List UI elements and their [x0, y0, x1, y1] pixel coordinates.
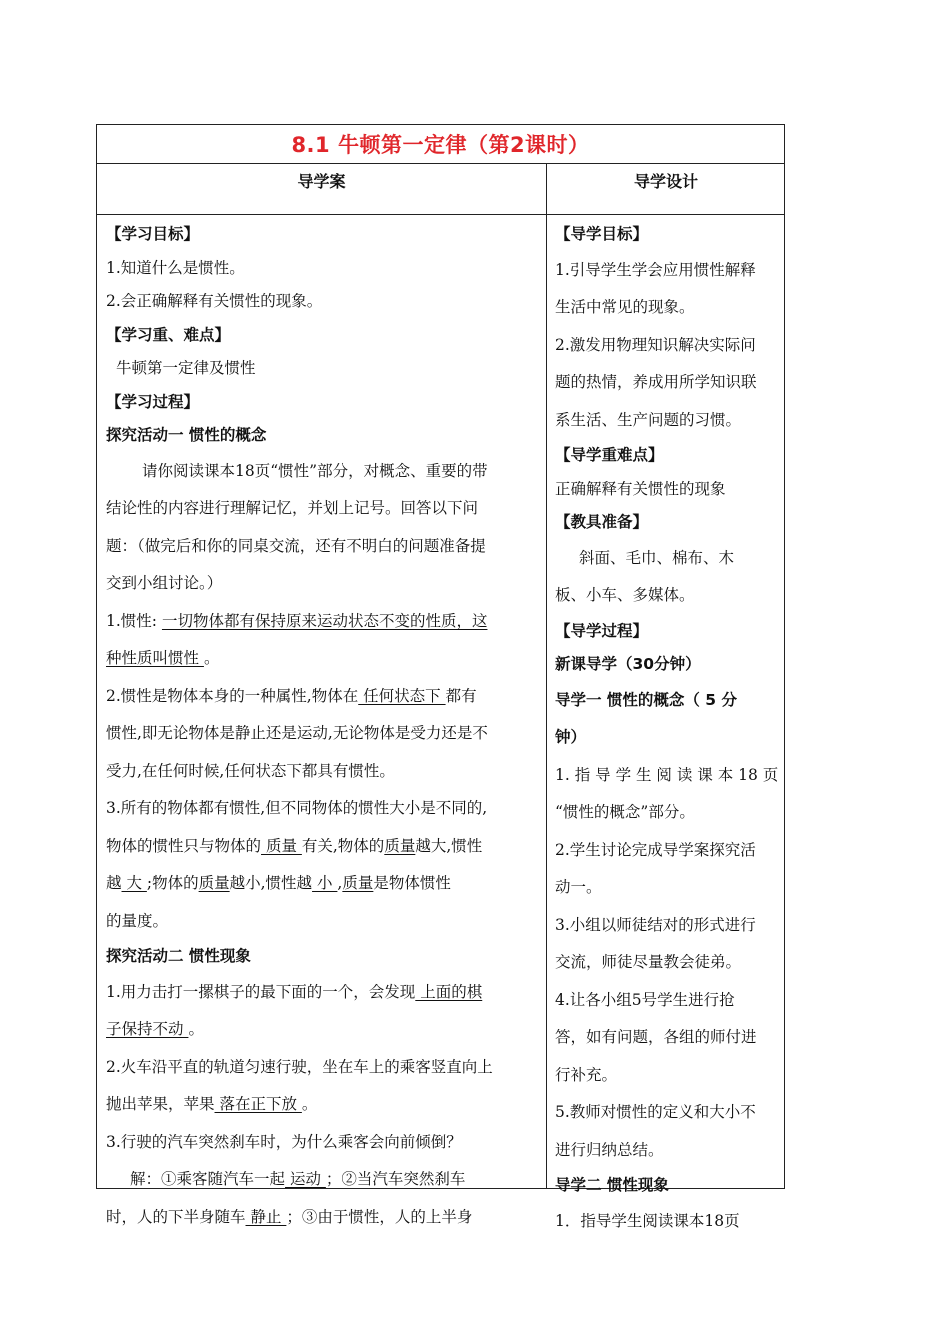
question-1-end: 。	[203, 649, 220, 667]
solution-answer-1: 运动	[285, 1170, 326, 1188]
solution-text: ；③由于惯性，人的上半身	[286, 1207, 473, 1226]
activity-1-text: 请你阅读课本18页“惯性”部分，对概念、重要的带	[142, 461, 488, 480]
solution-answer-2: 静止	[245, 1207, 287, 1226]
page-title: 8.1 牛顿第一定律（第2课时）	[291, 133, 590, 157]
question-1-label: 1.惯性:	[106, 611, 162, 630]
question-1-cont	[106, 640, 538, 678]
question-2-text-b: 都有	[445, 686, 477, 705]
teaching-process-heading: 【导学过程】	[555, 621, 649, 640]
lesson-table	[96, 124, 785, 1230]
guide-1-step-2-cont: 动一。	[555, 878, 602, 896]
activity-1-heading: 探究活动一 惯性的概念	[106, 426, 267, 444]
tools-list-cont: 板、小车、多媒体。	[555, 586, 695, 604]
phenomenon-2-text: 抛出苹果，苹果	[106, 1095, 215, 1113]
phenomenon-3: 3.行驶的汽车突然刹车时，为什么乘客会向前倾倒？	[106, 1132, 462, 1151]
guide-1-step-1-cont: “惯性的概念”部分。	[555, 803, 695, 821]
guide-1-heading: 导学一 惯性的概念（ 5 分	[555, 690, 737, 709]
q3-answer-3: 小	[312, 874, 338, 892]
teaching-key-text: 正确解释有关惯性的现象	[555, 479, 726, 498]
q3-text: 越	[106, 874, 122, 892]
guide-1-step-2: 2.学生讨论完成导学案探究活	[555, 840, 756, 859]
activity-2-heading: 探究活动二 惯性现象	[106, 947, 251, 965]
header-row	[97, 163, 784, 215]
solution-text: 解：①乘客随汽车一起	[130, 1170, 286, 1188]
question-2	[106, 678, 538, 716]
question-3-line4: 的量度。	[106, 911, 169, 930]
q3-text: ,	[337, 874, 343, 892]
phenomenon-1-answer: 上面的棋	[415, 982, 483, 1001]
phenomenon-1-answer-cont: 子保持不动	[106, 1020, 189, 1038]
q3-text: ;物体的	[146, 874, 199, 892]
header-left: 导学案	[297, 172, 346, 191]
guide-1-step-4-cont: 行补充。	[555, 1065, 618, 1084]
q3-mass-term: 质量	[342, 874, 374, 892]
q3-mass-term: 质量	[198, 874, 230, 892]
phenomenon-3-solution	[106, 1161, 538, 1199]
phenomenon-1-cont	[106, 1011, 538, 1049]
question-3-line3	[106, 865, 538, 903]
phenomenon-2-answer: 落在正下放	[214, 1095, 302, 1113]
guide-1-step-4-cont: 答，如有问题，各组的师付进	[555, 1028, 757, 1046]
process-heading: 【学习过程】	[106, 392, 200, 411]
phenomenon-1-text: 1.用力击打一摞棋子的最下面的一个，会发现	[106, 982, 416, 1001]
key-points-text: 牛顿第一定律及惯性	[116, 359, 256, 377]
phenomenon-2-cont	[106, 1086, 538, 1124]
goal-2: 2.会正确解释有关惯性的现象。	[106, 292, 323, 310]
question-3: 3.所有的物体都有惯性,但不同物体的惯性大小是不同的,	[106, 799, 488, 817]
q3-text: 有关,物体的	[301, 836, 385, 855]
q3-text: 物体的惯性只与物体的	[106, 836, 262, 855]
phenomenon-2-end: 。	[301, 1095, 318, 1113]
question-1-answer-cont: 种性质叫惯性	[106, 649, 204, 667]
guide-1-step-5-cont: 进行归纳总结。	[555, 1140, 664, 1159]
teaching-goal-1-cont: 生活中常见的现象。	[555, 298, 695, 316]
question-2-text: 2.惯性是物体本身的一种属性,物体在	[106, 686, 359, 705]
teaching-goals-heading: 【导学目标】	[555, 225, 649, 243]
guide-1-step-3-cont: 交流，师徒尽量教会徒弟。	[555, 953, 742, 971]
guide-1-step-5: 5.教师对惯性的定义和大小不	[555, 1103, 756, 1121]
teaching-goal-2: 2.激发用物理知识解决实际问	[555, 335, 756, 354]
header-right: 导学设计	[633, 172, 698, 191]
guide-2-heading: 导学二 惯性现象	[555, 1176, 669, 1194]
activity-1-text: 题：（做完后和你的同桌交流，还有不明白的问题准备提	[106, 536, 486, 555]
activity-1-text: 交到小组讨论。）	[106, 574, 223, 592]
tools-list: 斜面、毛巾、棉布、木	[579, 548, 735, 567]
solution-text: 时，人的下半身随车	[106, 1207, 246, 1226]
key-points-heading: 【学习重、难点】	[106, 325, 231, 344]
new-lesson-heading: 新课导学（30分钟）	[555, 655, 701, 673]
q3-text: 是物体惯性	[373, 874, 451, 892]
learning-goals-heading: 【学习目标】	[106, 225, 200, 243]
q3-mass-term: 质量	[384, 836, 416, 855]
phenomenon-3-solution-cont	[106, 1199, 538, 1237]
guide-2-step-1: 1．指导学生阅读课本18页	[555, 1211, 740, 1230]
teaching-goal-2-cont: 系生活、生产问题的习惯。	[555, 410, 742, 429]
question-2-cont: 受力,在任何时候,任何状态下都具有惯性。	[106, 761, 395, 780]
activity-1-text: 结论性的内容进行理解记忆，并划上记号。回答以下问	[106, 499, 479, 517]
question-1	[106, 603, 538, 641]
question-2-answer: 任何状态下	[358, 686, 446, 705]
solution-text: ；②当汽车突然刹车	[325, 1170, 466, 1188]
guide-1-heading-cont: 钟）	[555, 728, 587, 746]
phenomenon-2: 2.火车沿平直的轨道匀速行驶，坐在车上的乘客竖直向上	[106, 1057, 493, 1076]
q3-text: 越大,惯性	[415, 836, 483, 855]
teaching-goal-2-cont: 题的热情，养成用所学知识联	[555, 373, 757, 391]
question-3-line2	[106, 828, 538, 866]
q3-answer-2: 大	[121, 874, 147, 892]
question-1-answer: 一切物体都有保持原来运动状态不变的性质，这	[161, 611, 488, 630]
teaching-key-heading: 【导学重难点】	[555, 446, 664, 464]
guide-1-step-3: 3.小组以师徒结对的形式进行	[555, 915, 756, 934]
guide-1-step-1: 1. 指 导 学 生 阅 读 课 本 18 页	[555, 765, 779, 784]
phenomenon-1-end: 。	[188, 1020, 204, 1038]
q3-answer-1: 质量	[261, 836, 302, 855]
q3-text: 越小,惯性越	[229, 874, 313, 892]
title-row	[97, 125, 784, 164]
goal-1: 1.知道什么是惯性。	[106, 258, 245, 277]
question-2-cont: 惯性,即无论物体是静止还是运动,无论物体是受力还是不	[106, 724, 488, 742]
teaching-goal-1: 1.引导学生学会应用惯性解释	[555, 260, 756, 279]
study-plan-column	[97, 214, 546, 1226]
tools-heading: 【教具准备】	[555, 513, 649, 531]
phenomenon-1	[106, 974, 538, 1012]
guide-1-step-4: 4.让各小组5号学生进行抢	[555, 990, 735, 1009]
teaching-design-column	[547, 214, 785, 1230]
